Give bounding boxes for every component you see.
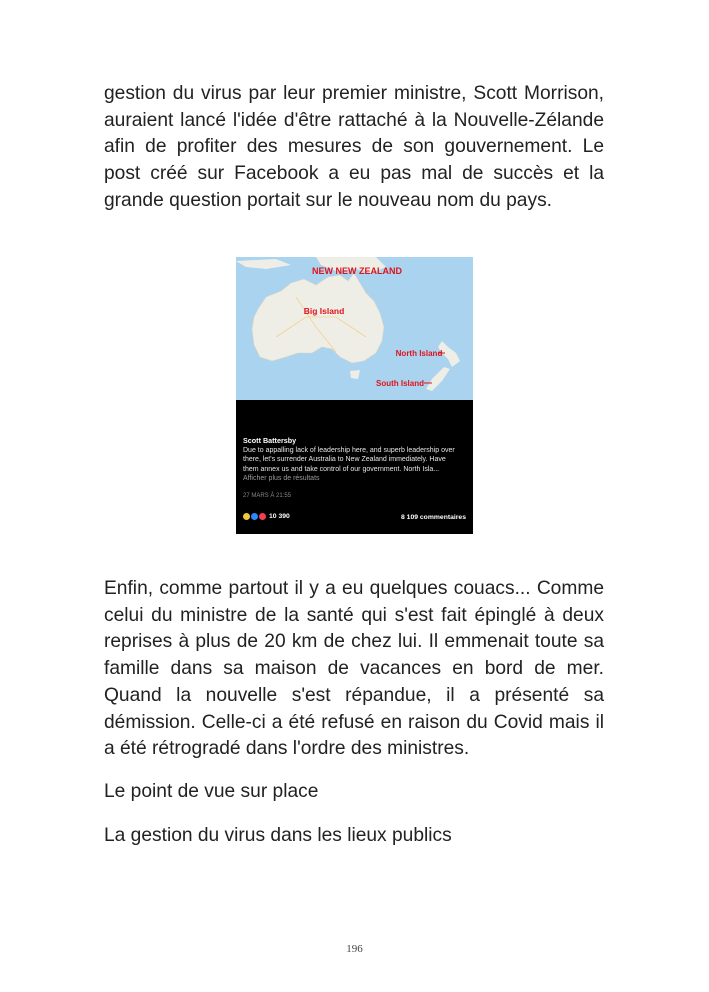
post-author[interactable]: Scott Battersby xyxy=(243,436,297,445)
reactions-count: 10 390 xyxy=(269,513,290,520)
section-heading-viewpoint: Le point de vue sur place xyxy=(104,781,319,802)
post-panel xyxy=(236,400,473,534)
paragraph-couacs: Enfin, comme partout il y a eu quelques couacs... Comme celui du ministre de la santé qui s'est fait épinglé à deux reprises à plus de 20 km de chez lui. Il emmenait toute sa famille dans sa maison de vacances en bord de mer. Quand la nouvelle s'est répandue, il a présenté sa démission. Celle-ci a été refusé en raison du Covid mais il a été rétrogradé dans l'ordre des ministres. xyxy=(104,578,604,760)
post-date: 27 MARS À 21:55 xyxy=(243,493,292,499)
post-reactions[interactable] xyxy=(243,513,290,520)
like-reaction-icon xyxy=(251,513,258,520)
label-north-island: North Island xyxy=(395,349,443,358)
haha-reaction-icon xyxy=(243,513,250,520)
label-south-island: South Island xyxy=(376,379,424,388)
comments-count[interactable]: 8 109 commentaires xyxy=(401,514,466,521)
map-image xyxy=(236,257,473,400)
love-reaction-icon xyxy=(259,513,266,520)
map-title: NEW NEW ZEALAND xyxy=(312,266,402,276)
paragraph-intro: gestion du virus par leur premier ministre, Scott Morrison, auraient lancé l'idée d'être rattaché à la Nouvelle-Zélande afin de profiter des mesures de son gouvernement. Le post créé sur Facebook a eu pas mal de succès et la grande question portait sur le nouveau nom du pays. xyxy=(104,83,604,211)
post-more-link[interactable]: Afficher plus de résultats xyxy=(243,474,320,482)
post-body: Due to appalling lack of leadership here, and superb leadership over there, let's surrender Australia to New Zealand immediately. Have them annex us and take control of our government. North Isla... xyxy=(243,447,455,473)
post-text xyxy=(243,446,463,483)
facebook-post-screenshot xyxy=(236,257,473,534)
page-number: 196 xyxy=(346,943,363,955)
section-heading-public-places: La gestion du virus dans les lieux publics xyxy=(104,825,452,846)
label-big-island: Big Island xyxy=(303,306,345,316)
